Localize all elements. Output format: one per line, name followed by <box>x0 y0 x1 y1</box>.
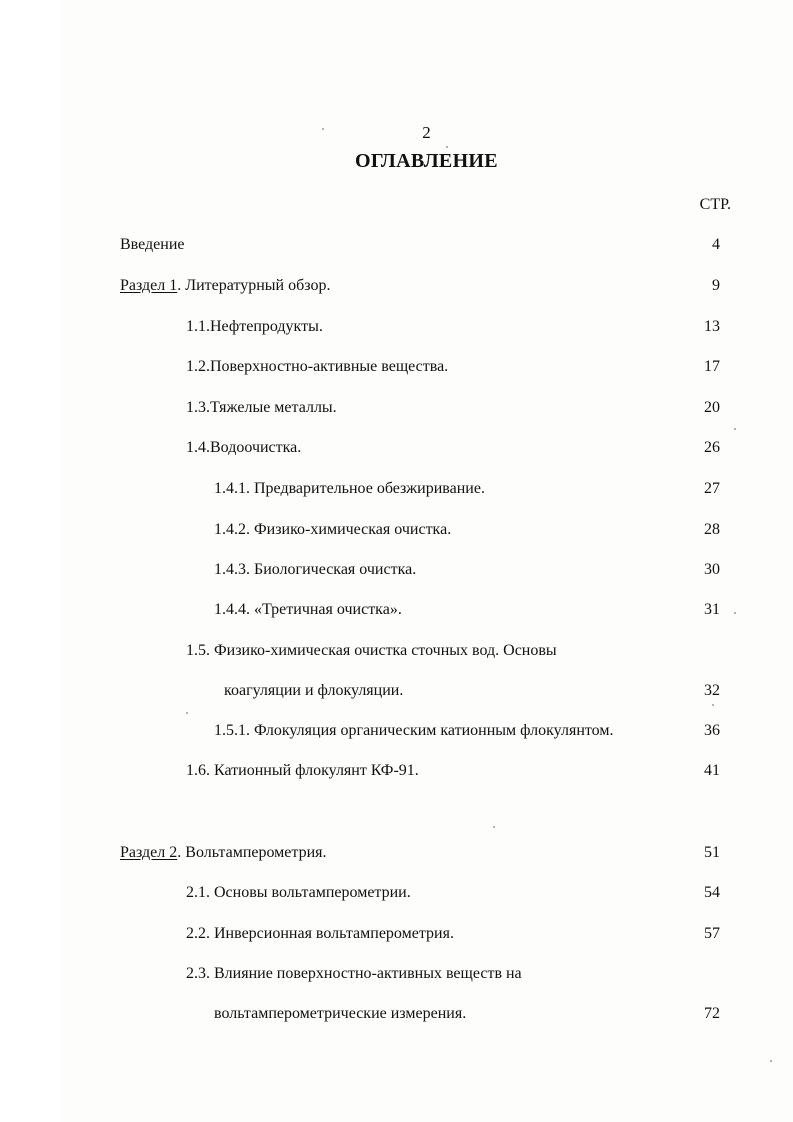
toc-entry-page: 54 <box>704 884 720 901</box>
scan-speck <box>770 1060 772 1062</box>
toc-section-name: . Литературный обзор. <box>177 277 331 294</box>
toc-entry-section-2 <box>0 841 793 865</box>
page-number: 2 <box>422 123 431 142</box>
scan-speck <box>186 712 188 714</box>
toc-entry-section-1 <box>0 274 793 298</box>
toc-entry-1-5-1 <box>0 719 793 743</box>
toc-entry-1-4-2 <box>0 518 793 542</box>
toc-entry-1-5 <box>0 639 793 663</box>
toc-entry-page: 72 <box>704 1005 720 1022</box>
scan-speck <box>734 612 736 614</box>
toc-entry-title <box>120 274 330 298</box>
toc-entry-title: 1.4.1. Предварительное обезжиривание. <box>214 480 485 497</box>
toc-entry-1-4-3 <box>0 558 793 582</box>
toc-entry-title: коагуляции и флокуляции. <box>224 682 404 699</box>
toc-entry-1-1 <box>0 315 793 339</box>
toc-entry-title: Введение <box>120 236 185 253</box>
toc-entry-title: 2.3. Влияние поверхностно-активных веществ на <box>186 965 522 982</box>
toc-entry-1-4-1 <box>0 477 793 501</box>
page-column-label: СТР. <box>699 196 731 213</box>
toc-entry-page: 36 <box>704 722 720 739</box>
toc-entry-page: 28 <box>704 521 720 538</box>
toc-entry-1-5-cont <box>0 679 793 703</box>
toc-entry-page: 9 <box>712 277 720 294</box>
toc-entry-title: 2.1. Основы вольтамперометрии. <box>186 884 411 901</box>
toc-entry-title: 1.4.4. «Третичная очистка». <box>214 601 402 618</box>
toc-entry-1-4-4 <box>0 598 793 622</box>
toc-entry-title: 1.4.2. Физико-химическая очистка. <box>214 521 452 538</box>
toc-entry-1-2 <box>0 355 793 379</box>
scan-speck <box>322 128 324 130</box>
toc-entry-introduction <box>0 233 793 257</box>
toc-entry-1-4 <box>0 436 793 460</box>
toc-entry-2-3 <box>0 962 793 986</box>
toc-entry-page: 17 <box>704 358 720 375</box>
toc-entry-title: 1.1.Нефтепродукты. <box>186 318 323 335</box>
toc-entry-title: 1.5. Физико-химическая очистка сточных вод. Основы <box>186 642 557 659</box>
page-title: ОГЛАВЛЕНИЕ <box>355 150 498 172</box>
toc-entry-page: 20 <box>704 399 720 416</box>
toc-entry-title <box>120 841 327 865</box>
toc-entry-title: 1.5.1. Флокуляция органическим катионным флокулянтом. <box>214 722 614 739</box>
toc-entry-2-1 <box>0 881 793 905</box>
toc-section-name: . Вольтамперометрия. <box>177 844 327 861</box>
toc-entry-title: вольтамперометрические измерения. <box>214 1005 467 1022</box>
toc-entry-title: 1.4.3. Биологическая очистка. <box>214 561 417 578</box>
scan-speck <box>493 826 495 828</box>
toc-entry-1-3 <box>0 396 793 420</box>
toc-entry-page: 32 <box>704 682 720 699</box>
toc-entry-title: 1.4.Водоочистка. <box>186 439 302 456</box>
toc-entry-page: 27 <box>704 480 720 497</box>
scan-speck <box>712 704 714 706</box>
toc-entry-page: 41 <box>704 762 720 779</box>
toc-entry-title: 1.6. Катионный флокулянт КФ-91. <box>186 762 419 779</box>
toc-entry-title: 2.2. Инверсионная вольтамперометрия. <box>186 925 454 942</box>
toc-entry-title: 1.2.Поверхностно-активные вещества. <box>186 358 449 375</box>
scan-speck <box>446 146 448 148</box>
toc-entry-page: 26 <box>704 439 720 456</box>
toc-entry-page: 30 <box>704 561 720 578</box>
toc-entry-page: 31 <box>704 601 720 618</box>
toc-section-label: Раздел 1 <box>120 277 178 294</box>
toc-entry-page: 51 <box>704 844 720 861</box>
toc-entry-2-2 <box>0 922 793 946</box>
toc-section-label: Раздел 2 <box>120 844 178 861</box>
toc-entry-page: 4 <box>712 236 720 253</box>
toc-entry-2-3-cont <box>0 1002 793 1026</box>
toc-entry-title: 1.3.Тяжелые металлы. <box>186 399 337 416</box>
toc-entry-page: 57 <box>704 925 720 942</box>
toc-entry-page: 13 <box>704 318 720 335</box>
scan-speck <box>734 428 736 430</box>
toc-entry-1-6 <box>0 759 793 783</box>
